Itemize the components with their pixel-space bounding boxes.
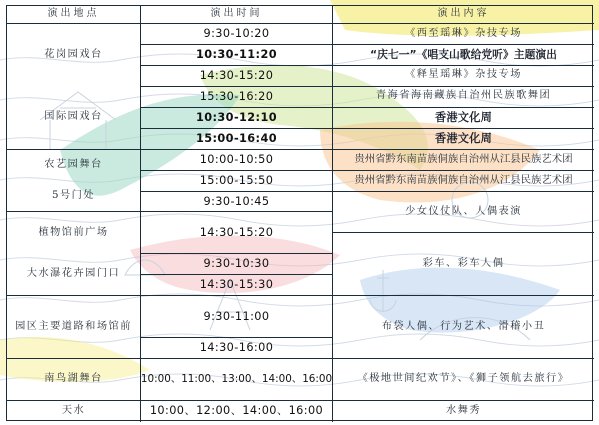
venue-huagang-group <box>7 24 141 150</box>
time-r11: 9:30-10:30 <box>141 254 333 275</box>
content-r13: 水舞秀 <box>445 404 482 416</box>
header-content: 演出内容 <box>333 6 594 24</box>
venue-guoji: 国际园戏台 <box>44 111 103 123</box>
content-r3: 《释星瑶琳》杂技专场 <box>333 66 594 87</box>
time-r15: 10:00、11:00、13:00、14:00、16:00 <box>141 359 333 401</box>
content-r7: 贵州省黔东南苗族侗族自治州从江县民族艺术团 <box>333 150 594 171</box>
venue-lake: 天水 <box>7 401 141 422</box>
content-r4: 青海省海南藏族自治州民族歌舞团 <box>333 87 594 108</box>
performance-schedule-table <box>6 5 593 421</box>
venue-main-road: 园区主要道路和场馆前 <box>7 296 141 359</box>
content-r10: 彩车、彩车人偶 <box>333 233 594 296</box>
venue-nongyi-group <box>7 150 141 213</box>
content-r5: 香港文化周 <box>333 108 594 129</box>
venue-gate5: 5号门处 <box>51 189 96 201</box>
time-r7: 10:00-10:50 <box>141 150 333 171</box>
time-r2: 10:30-11:20 <box>141 45 333 66</box>
venue-nongyi: 农艺园舞台 <box>44 158 103 170</box>
content-r1: 《西至瑶琳》杂技专场 <box>333 24 594 45</box>
time-r6: 15:00-16:40 <box>141 129 333 150</box>
venue-huagang: 花岗园戏台 <box>44 48 103 60</box>
venue-plant-group <box>7 212 141 296</box>
time-r3: 14:30-15:20 <box>141 66 333 87</box>
time-r12: 14:30-15:30 <box>141 275 333 296</box>
time-r5: 10:30-12:10 <box>141 108 333 129</box>
content-r12: 《极地世间纪欢节》、《狮子领航去旅行》 <box>333 359 594 401</box>
time-r16: 10:00、12:00、14:00、16:00 <box>141 401 333 422</box>
time-r10: 14:30-15:20 <box>141 212 333 254</box>
venue-plant: 植物馆前广场 <box>38 226 109 238</box>
content-r2: “庆七一”《唱支山歌给党听》主题演出 <box>333 45 594 66</box>
content-r6: 香港文化周 <box>333 129 594 150</box>
content-r8: 贵州省黔东南苗族侗族自治州从江县民族艺术团 <box>333 171 594 192</box>
header-time: 演出时间 <box>141 6 333 24</box>
venue-niaoyu: 南鸟湖舞台 <box>7 359 141 401</box>
time-r8: 15:00-15:50 <box>141 171 333 192</box>
header-venue: 演出地点 <box>7 6 141 24</box>
time-r1: 9:30-10:20 <box>141 24 333 45</box>
content-r9: 少女仪仗队、人偶表演 <box>333 192 594 234</box>
time-r9: 9:30-10:45 <box>141 192 333 213</box>
time-r4: 15:30-16:20 <box>141 87 333 108</box>
venue-waterfall: 大水瀑花卉园门口 <box>26 268 121 280</box>
time-r13: 9:30-11:00 <box>141 296 333 338</box>
time-r14: 14:30-16:00 <box>141 338 333 359</box>
content-r11: 布袋人偶、行为艺术、滑稽小丑 <box>333 296 594 359</box>
